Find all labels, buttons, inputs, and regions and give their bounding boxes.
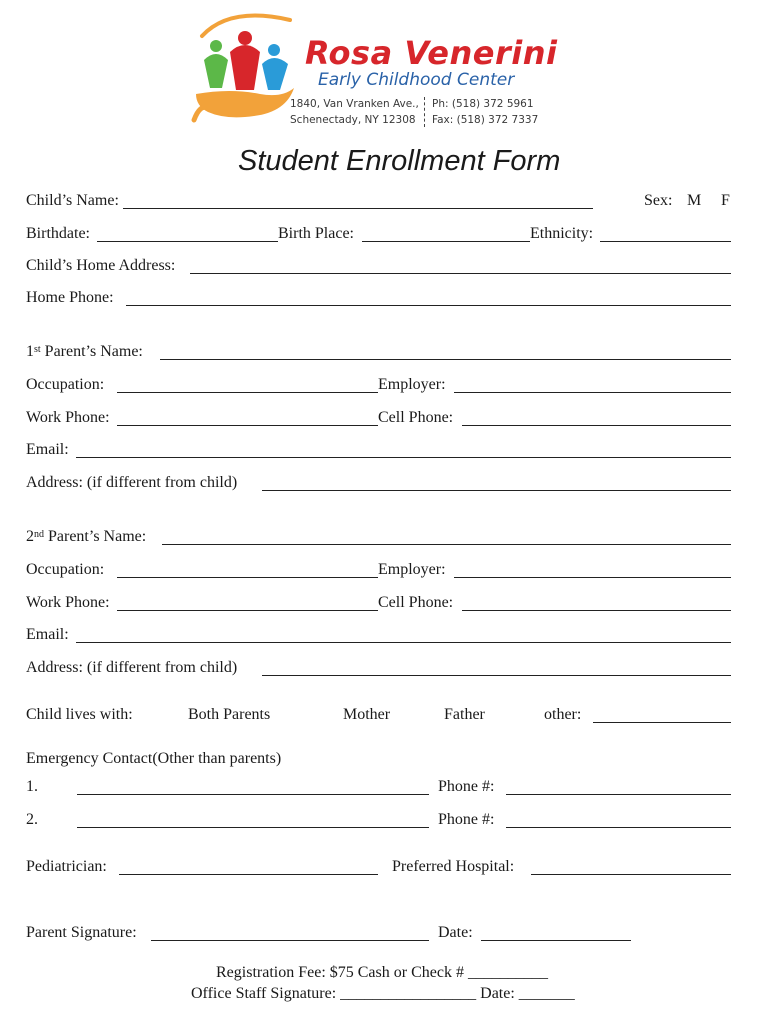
emergency1-phone-label: Phone #: [438,778,495,795]
logo [190,8,300,128]
org-address-line2: Schenectady, NY 12308 [290,114,416,126]
header-divider [424,97,425,127]
signature-date-field[interactable] [481,940,631,941]
home-phone-field[interactable] [126,305,731,306]
parent2-work-phone-label: Work Phone: [26,594,110,611]
emergency-heading: Emergency Contact(Other than parents) [26,750,282,767]
child-name-label: Child’s Name: [26,192,119,209]
parent1-occupation-label: Occupation: [26,376,105,393]
parent1-address-field[interactable] [262,490,731,491]
home-phone-label: Home Phone: [26,289,114,306]
parent1-name-field[interactable] [160,359,731,360]
child-name-field[interactable] [123,208,593,209]
org-fax: Fax: (518) 372 7337 [432,114,539,126]
emergency-item1-number: 1. [26,778,38,795]
parent2-email-label: Email: [26,626,69,643]
pediatrician-field[interactable] [119,874,378,875]
birthdate-label: Birthdate: [26,225,90,242]
signature-date-label: Date: [438,924,473,941]
parent-signature-label: Parent Signature: [26,924,137,941]
parent2-employer-label: Employer: [378,561,446,578]
ethnicity-label: Ethnicity: [530,225,594,242]
parent1-work-phone-label: Work Phone: [26,409,110,426]
org-subtitle: Early Childhood Center [318,70,515,90]
sex-label: Sex: [644,192,673,209]
parent2-address-label: Address: (if different from child) [26,659,238,676]
ethnicity-field[interactable] [600,241,731,242]
parent1-name-label: 1st Parent’s Name: [26,343,143,360]
parent2-name-field[interactable] [162,544,731,545]
birthplace-field[interactable] [362,241,530,242]
parent2-cell-phone-field[interactable] [462,610,731,611]
birthdate-field[interactable] [97,241,278,242]
lives-with-label: Child lives with: [26,706,133,723]
hospital-field[interactable] [531,874,731,875]
birthplace-label: Birth Place: [278,225,354,242]
emergency2-phone-field[interactable] [506,827,731,828]
pediatrician-label: Pediatrician: [26,858,107,875]
parent2-employer-field[interactable] [454,577,731,578]
parent2-name-label: 2nd Parent’s Name: [26,528,147,545]
parent2-occupation-field[interactable] [117,577,378,578]
parent2-email-field[interactable] [76,642,731,643]
org-phone: Ph: (518) 372 5961 [432,98,534,110]
office-staff-line: Office Staff Signature: _________________ Date: _______ [191,985,575,1002]
sex-option-m[interactable]: M [687,192,702,209]
emergency1-phone-field[interactable] [506,794,731,795]
parent-signature-field[interactable] [151,940,429,941]
emergency1-name-field[interactable] [77,794,429,795]
parent2-cell-phone-label: Cell Phone: [378,594,454,611]
lives-with-mother[interactable]: Mother [343,706,391,723]
parent1-email-label: Email: [26,441,69,458]
child-address-label: Child’s Home Address: [26,257,176,274]
parent1-cell-phone-label: Cell Phone: [378,409,454,426]
org-name: Rosa Venerini [305,34,558,72]
sex-option-f[interactable]: F [721,192,730,209]
org-address-line1: 1840, Van Vranken Ave., [290,98,419,110]
parent2-address-field[interactable] [262,675,731,676]
hospital-label: Preferred Hospital: [392,858,515,875]
form-title: Student Enrollment Form [238,145,561,177]
parent1-employer-label: Employer: [378,376,446,393]
parent1-work-phone-field[interactable] [117,425,378,426]
parent1-cell-phone-field[interactable] [462,425,731,426]
emergency2-phone-label: Phone #: [438,811,495,828]
lives-with-other-field[interactable] [593,722,731,723]
parent1-address-label: Address: (if different from child) [26,474,238,491]
emergency-item2-number: 2. [26,811,38,828]
lives-with-both-parents[interactable]: Both Parents [188,706,271,723]
emergency2-name-field[interactable] [77,827,429,828]
child-address-field[interactable] [190,273,731,274]
registration-fee-line: Registration Fee: $75 Cash or Check # __________ [216,964,548,981]
lives-with-other-label: other: [544,706,582,723]
lives-with-father[interactable]: Father [444,706,485,723]
parent1-employer-field[interactable] [454,392,731,393]
parent2-work-phone-field[interactable] [117,610,378,611]
parent1-occupation-field[interactable] [117,392,378,393]
parent1-email-field[interactable] [76,457,731,458]
logo-mark-icon [190,8,300,128]
parent2-occupation-label: Occupation: [26,561,105,578]
